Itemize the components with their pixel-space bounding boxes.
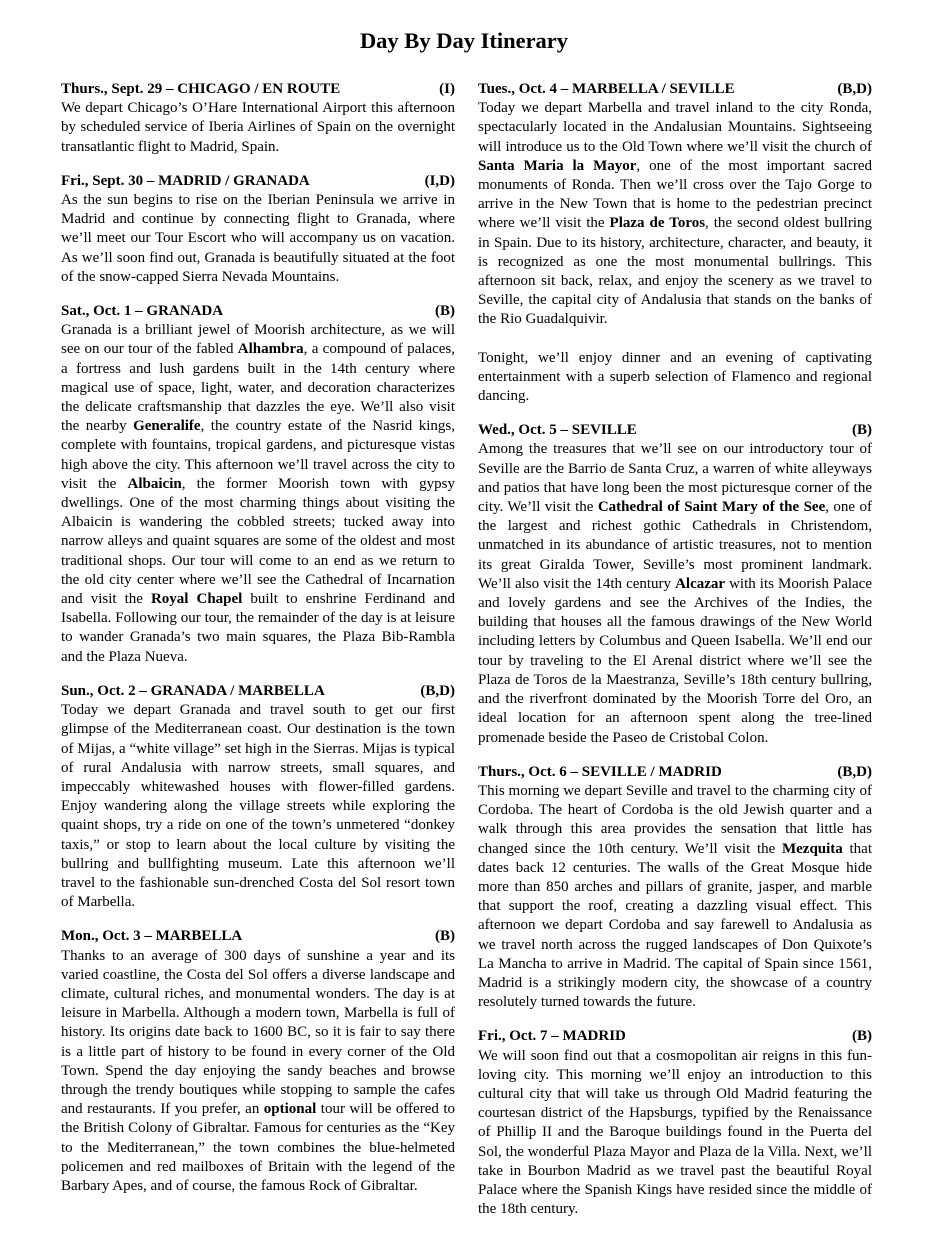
itinerary-day <box>61 172 455 287</box>
text-run: tour will be offered to the British Colony of Gibraltar. Famous for centuries as the “Key to the Mediterranean,” the town combines the blue-helmeted policemen and red mailboxes of Britain with the legend of the Barbary Apes, and of course, the famous Rock of Gibraltar. <box>61 1101 456 1194</box>
text-run: Among the treasures that we’ll see on our introductory tour of Seville are the Barrio de Santa Cruz, a warren of white alleyways and patios that have long been the most picturesque corner of the city. We’ll visit the <box>478 441 872 516</box>
meal-code: (B) <box>852 422 872 439</box>
text-run: that dates back 12 centuries. The walls of the Great Mosque hide more than 850 arches and pillars of granite, jasper, and marble that support the roof, creating a dazzling visual effect. This afternoon we depart Cordoba and say farewell to Andalusia as we travel north across the rugged landscapes of Don Quixote’s La Mancha to arrive in Madrid. The capital of Spain since 1561, Madrid is a strikingly modern city, the showcase of a country resolutely turned towards the future. <box>478 840 872 1011</box>
text-run: , the former Moorish town with gypsy dwellings. One of the most charming things about visiting the Albaicin is wandering the cobbled streets; tucked away into narrow alleys and quaint squares are some of the oldest and most traditional shops. Our tour will come to an end as we return to the old city center where we’ll see the Cathedral of Incarnation and visit the <box>61 475 456 608</box>
itinerary-day <box>61 927 455 1196</box>
day-title: Thurs., Sept. 29 – CHICAGO / EN ROUTE <box>61 81 341 97</box>
text-run: , the country estate of the Nasrid kings, complete with fountains, tropical gardens, and picturesque vistas high above the city. This afternoon we’ll travel across the city to visit the <box>61 418 456 492</box>
text-run: , one of the most important sacred monuments of Ronda. Then we’ll cross over the Tajo Gorge to arrive in the New Town that is home to the pedestrian precinct where we’ll visit the <box>478 157 872 232</box>
day-heading <box>478 421 872 440</box>
day-heading <box>61 302 455 321</box>
text-run: Thanks to an average of 300 days of sunshine a year and its varied coastline, the Costa del Sol offers a diverse landscape and climate, cultural riches, and monumental wonders. The day is at leisure in Marbella. Although a modern town, Marbella is full of history. Its origins date back to 1600 BC, so it is fair to say there is a little part of history to be found in every corner of the Old Town. Spend the day enjoying the sandy beaches and browse through the trendy boutiques while stopping to sample the cafes and restaurants. If you prefer, an <box>61 947 455 1118</box>
day-heading <box>478 80 872 99</box>
meal-code: (B,D) <box>420 682 455 699</box>
text-run: Tonight, we’ll enjoy dinner and an evening of captivating entertainment with a superb selection of Flamenco and regional dancing. <box>478 349 872 405</box>
day-description <box>61 947 455 1197</box>
meal-code: (I) <box>439 81 455 97</box>
highlighted-place: Generalife <box>133 418 201 435</box>
meal-code: (B,D) <box>837 763 872 780</box>
itinerary-day <box>61 302 455 667</box>
day-title: Sun., Oct. 2 – GRANADA / MARBELLA <box>61 682 325 699</box>
day-description <box>478 1047 872 1220</box>
meal-code: (B) <box>435 928 455 945</box>
highlighted-place: Plaza de Toros <box>609 215 706 232</box>
day-description <box>478 349 872 407</box>
day-description <box>61 99 455 157</box>
text-run: Today we depart Marbella and travel inland to the city Ronda, spectacularly located in the Andalusian Mountains. Sightseeing will introduce us to the Old Town where we’ll visit the church of <box>478 100 872 155</box>
meal-code: (B) <box>435 303 455 320</box>
itinerary-day <box>478 421 872 747</box>
itinerary-day <box>61 682 455 912</box>
text-run: , a compound of palaces, a fortress and lush gardens built in the 14th century where magical use of space, light, water, and decoration characterizes the delicate craftsmanship that dazzles the eye. We’ll also visit the nearby <box>61 341 455 435</box>
day-title: Sat., Oct. 1 – GRANADA <box>61 303 224 320</box>
text-run: Today we depart Granada and travel south to get our first glimpse of the Mediterranean coast. Our destination is the town of Mijas, a “white village” set high in the Sierras. Mijas is typical of rural Andalusia with narrow streets, small squares, and impeccably whitewashed houses with flower-filled gardens. Enjoy wandering along the village streets while exploring the quaint shops, try a ride on one of the town’s unmetered “donkey taxis,” or stop to learn about the local culture by visiting the bullring and bullfighting museum. Late this afternoon we’ll travel to the fashionable sun-drenched Costa del Sol resort town of Marbella. <box>61 702 455 911</box>
meal-code: (B,D) <box>837 81 872 97</box>
itinerary-day <box>478 763 872 1013</box>
highlighted-place: Santa Maria la Mayor <box>478 157 637 174</box>
day-heading <box>61 682 455 701</box>
text-run: Granada is a brilliant jewel of Moorish architecture, as we will see on our tour of the fabled <box>61 322 455 358</box>
day-description <box>61 701 455 912</box>
text-run: built to enshrine Ferdinand and Isabella. Following our tour, the remainder of the day is at leisure to wander Granada’s two main squares, the Plaza Bib-Rambla and the Plaza Nueva. <box>61 591 456 665</box>
highlighted-place: Mezquita <box>781 840 843 857</box>
day-description <box>478 440 872 747</box>
day-title: Fri., Oct. 7 – MADRID <box>478 1028 626 1045</box>
day-heading <box>61 80 455 99</box>
itinerary-day <box>61 80 455 157</box>
meal-code: (I,D) <box>424 172 455 189</box>
text-run: , one of the largest and richest gothic Cathedrals in Christendom, unmatched in its abundance of artistic treasures, not to mention its great Giralda Tower, Seville’s most prominent landmark. We’ll also visit the 14th century <box>478 499 872 592</box>
page-title: Day By Day Itinerary <box>359 28 569 53</box>
text-run: This morning we depart Seville and travel to the charming city of Cordoba. The heart of Cordoba is the old Jewish quarter and a walk through this area provides the sensation that little has changed since the 10th century. We’ll visit the <box>478 782 872 857</box>
itinerary-day <box>478 80 872 406</box>
highlighted-place: Albaicin <box>127 475 182 492</box>
text-run: As the sun begins to rise on the Iberian Peninsula we arrive in Madrid and continue by connecting flight to Granada, where we’ll meet our Tour Escort who will accompany us on vacation. As we’ll soon find out, Granada is beautifully situated at the foot of the snow-capped Sierra Nevada Mountains. <box>61 192 455 285</box>
highlighted-place: Alcazar <box>675 575 726 592</box>
highlighted-place: Royal Chapel <box>150 591 243 608</box>
text-run: with its Moorish Palace and lovely gardens and see the Archives of the Indies, the building that houses all the famous drawings of the New World including letters by Columbus and Queen Isabella. We’ll end our tour by traveling to the El Arenal district where we’ll see the Plaza de Toros de la Maestranza, Seville’s 18th century bullring, and the riverfront dominated by the Moorish Torre del Oro, an ideal location for an afternoon spent along the tree-lined promenade beside the Paseo de Cristobal Colon. <box>478 575 872 746</box>
day-description <box>478 99 872 329</box>
left-column <box>61 80 455 1211</box>
day-title: Mon., Oct. 3 – MARBELLA <box>61 928 243 945</box>
day-title: Fri., Sept. 30 – MADRID / GRANADA <box>61 172 310 189</box>
text-run: , the second oldest bullring in Spain. Due to its history, architecture, character, and beauty, it is recognized as one the most monumental bullrings. This afternoon sit back, relax, and enjoy the scenery as we travel to Seville, the capital city of Andalusia that stands on the banks of the Rio Guadalquivir. <box>478 215 872 328</box>
day-heading <box>61 172 455 191</box>
text-run: We depart Chicago’s O’Hare International Airport this afternoon by scheduled service of Iberia Airlines of Spain on the overnight transatlantic flight to Madrid, Spain. <box>61 100 455 155</box>
highlighted-place: Cathedral of Saint Mary of the See <box>597 499 826 516</box>
day-heading <box>478 763 872 782</box>
right-column <box>478 80 872 1234</box>
day-title: Tues., Oct. 4 – MARBELLA / SEVILLE <box>478 81 735 97</box>
day-heading <box>61 927 455 946</box>
day-description <box>478 782 872 1012</box>
text-run: We will soon find out that a cosmopolitan air reigns in this fun-loving city. This morning we’ll enjoy an introduction to this cultural city that will take us through Old Madrid featuring the courtesan district of the Hapsburgs, typified by the Renaissance of Phillip II and the Baroque buildings found in the Puerta del Sol, the wonderful Plaza Mayor and Plaza de la Villa. Next, we’ll take in Bourbon Madrid as we travel past the beautiful Royal Palace where the Spanish Kings have resided since the middle of the 18th century. <box>478 1047 872 1218</box>
day-description <box>61 191 455 287</box>
highlighted-place: Alhambra <box>237 341 304 358</box>
day-description <box>61 321 455 667</box>
itinerary-day <box>478 1027 872 1219</box>
day-title: Wed., Oct. 5 – SEVILLE <box>478 422 637 439</box>
meal-code: (B) <box>852 1028 872 1045</box>
highlighted-place: optional <box>263 1101 317 1118</box>
day-heading <box>478 1027 872 1046</box>
day-title: Thurs., Oct. 6 – SEVILLE / MADRID <box>478 763 722 780</box>
